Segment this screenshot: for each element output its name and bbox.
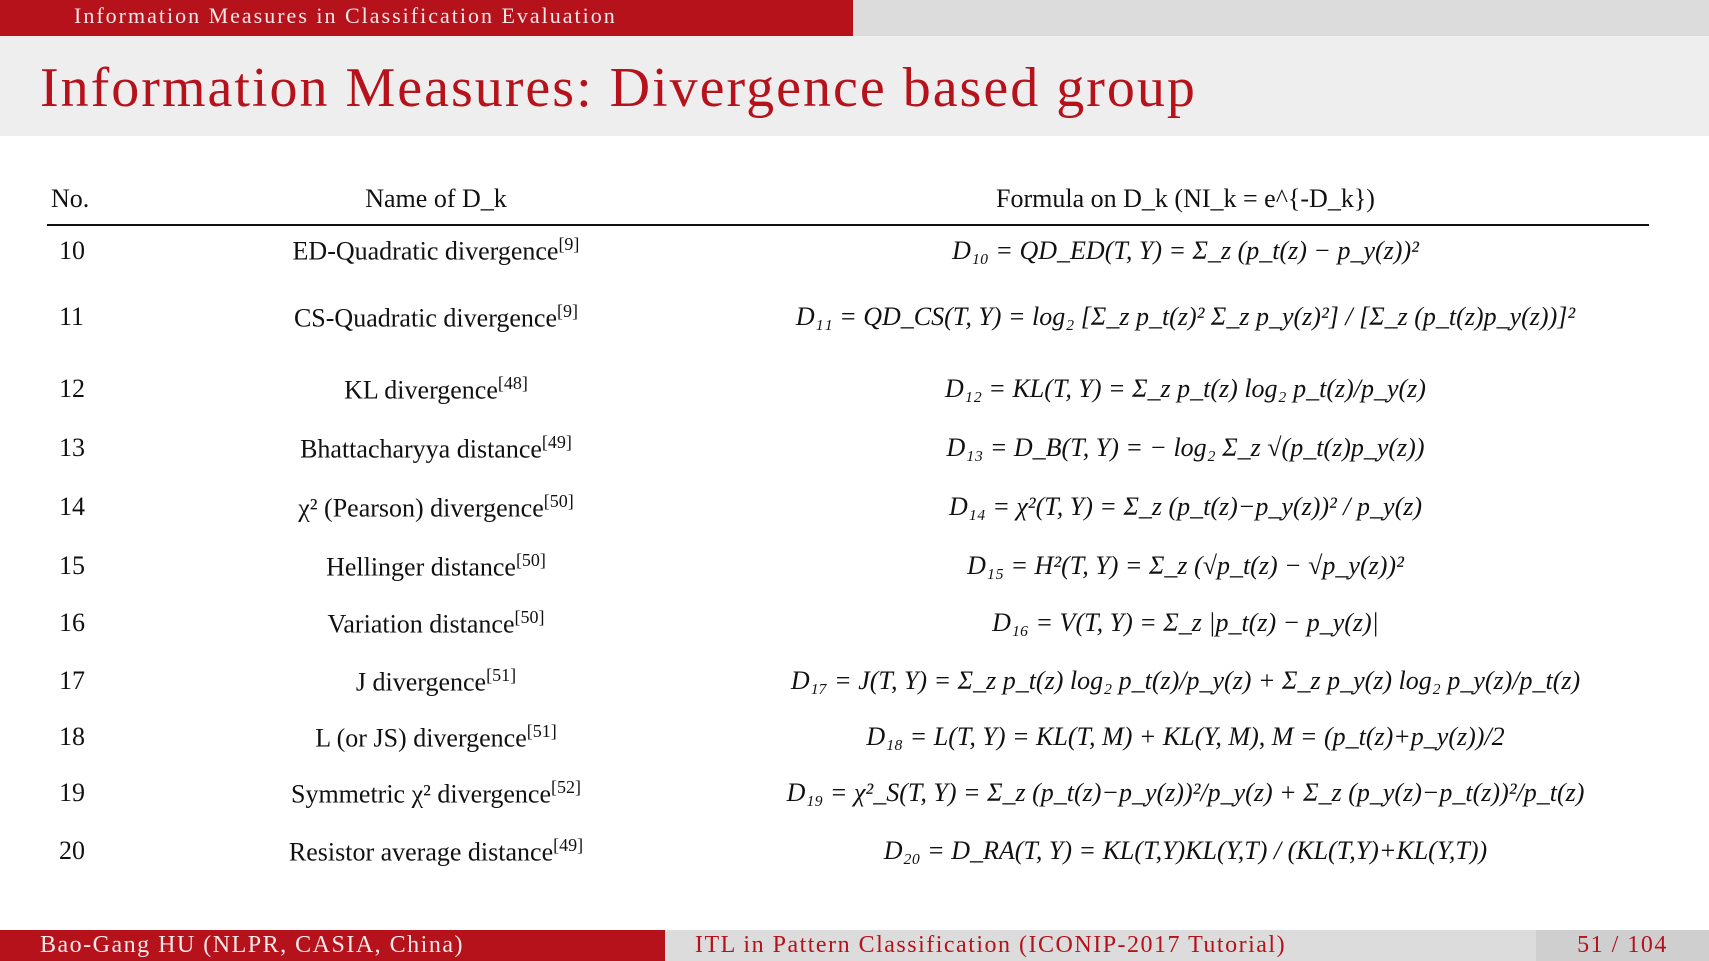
row-no: 13 xyxy=(59,433,85,462)
table-header-row xyxy=(47,174,1649,225)
citation: [50] xyxy=(543,490,574,511)
slide-title: Information Measures: Divergence based group xyxy=(40,57,1197,119)
row-name: Hellinger distance[50] xyxy=(326,549,546,582)
citation: [52] xyxy=(551,776,581,797)
row-formula: D₁₆ = V(T, Y) = Σ_z |p_t(z) − p_y(z)| xyxy=(992,608,1379,637)
row-no: 11 xyxy=(59,302,85,331)
table-row xyxy=(47,823,1649,879)
row-formula: D₁₉ = χ²_S(T, Y) = Σ_z (p_t(z)−p_y(z))²/p_y(z) + Σ_z (p_y(z)−p_t(z))²/p_t(z) xyxy=(786,778,1585,807)
table-row xyxy=(47,651,1649,711)
row-name: CS-Quadratic divergence[9] xyxy=(293,300,579,333)
row-no: 15 xyxy=(59,551,85,580)
row-formula: D₁₈ = L(T, Y) = KL(T, M) + KL(Y, M), M = (p_t(z)+p_y(z))/2 xyxy=(866,722,1505,751)
row-name: Bhattacharyya distance[49] xyxy=(300,431,572,464)
row-no: 19 xyxy=(59,778,85,807)
footer-bar xyxy=(0,930,1709,961)
row-formula: D₁₇ = J(T, Y) = Σ_z p_t(z) log₂ p_t(z)/p_y(z) + Σ_z p_y(z) log₂ p_y(z)/p_t(z) xyxy=(790,666,1581,695)
row-name: ED-Quadratic divergence[9] xyxy=(292,234,580,266)
row-no: 20 xyxy=(59,836,85,865)
row-formula: D₁₅ = H²(T, Y) = Σ_z (√p_t(z) − √p_y(z))² xyxy=(967,551,1404,580)
citation: [9] xyxy=(557,300,579,321)
row-formula: D₂₀ = D_RA(T, Y) = KL(T,Y)KL(Y,T) / (KL(T,Y)+KL(Y,T)) xyxy=(883,836,1488,865)
row-formula: D₁₂ = KL(T, Y) = Σ_z p_t(z) log₂ p_t(z)/p_y(z) xyxy=(945,374,1426,403)
header-name: Name of D_k xyxy=(150,174,722,225)
footer-author: Bao-Gang HU (NLPR, CASIA, China) xyxy=(0,930,665,961)
citation: [49] xyxy=(553,834,584,855)
row-no: 16 xyxy=(59,608,85,637)
citation: [50] xyxy=(514,606,545,627)
row-name: Resistor average distance[49] xyxy=(288,834,584,867)
table-row xyxy=(47,595,1649,651)
table-row xyxy=(47,275,1649,359)
table-row xyxy=(47,419,1649,477)
row-no: 17 xyxy=(59,666,85,695)
citation: [49] xyxy=(541,431,572,452)
table-row xyxy=(47,763,1649,823)
citation: [51] xyxy=(486,664,517,685)
citation: [50] xyxy=(515,549,546,570)
citation: [9] xyxy=(558,234,580,255)
title-band xyxy=(0,36,1709,136)
citation: [48] xyxy=(497,372,528,393)
row-no: 18 xyxy=(59,722,85,751)
header-no: No. xyxy=(47,174,150,225)
table-row xyxy=(47,359,1649,419)
row-name: Variation distance[50] xyxy=(327,606,545,639)
row-name: Symmetric χ² divergence[52] xyxy=(291,776,581,809)
table-row xyxy=(47,537,1649,595)
citation: [51] xyxy=(526,720,557,741)
row-no: 14 xyxy=(59,492,85,521)
row-formula: D₁₁ = QD_CS(T, Y) = log₂ [Σ_z p_t(z)² Σ_z p_y(z)²] / [Σ_z (p_t(z)p_y(z))]² xyxy=(795,302,1576,331)
section-title: Information Measures in Classification Evaluation xyxy=(0,0,853,36)
top-bar xyxy=(0,0,1709,36)
table-row xyxy=(47,225,1649,275)
table-row xyxy=(47,711,1649,763)
row-no: 12 xyxy=(59,374,85,403)
row-name: J divergence[51] xyxy=(355,664,517,697)
row-formula: D₁₃ = D_B(T, Y) = − log₂ Σ_z √(p_t(z)p_y(z)) xyxy=(946,433,1425,462)
row-name: L (or JS) divergence[51] xyxy=(315,720,557,753)
row-name: χ² (Pearson) divergence[50] xyxy=(298,490,574,523)
row-no: 10 xyxy=(59,235,85,265)
divergence-table xyxy=(47,174,1649,879)
row-name: KL divergence[48] xyxy=(344,372,528,405)
table-row xyxy=(47,477,1649,537)
row-formula: D₁₄ = χ²(T, Y) = Σ_z (p_t(z)−p_y(z))² / p_y(z) xyxy=(948,492,1423,521)
row-formula: D₁₀ = QD_ED(T, Y) = Σ_z (p_t(z) − p_y(z))² xyxy=(952,235,1419,265)
header-formula: Formula on D_k (NI_k = e^{-D_k}) xyxy=(722,174,1649,225)
page-number: 51 / 104 xyxy=(1536,930,1709,961)
footer-talk-title: ITL in Pattern Classification (ICONIP-2017 Tutorial) xyxy=(695,932,1287,958)
